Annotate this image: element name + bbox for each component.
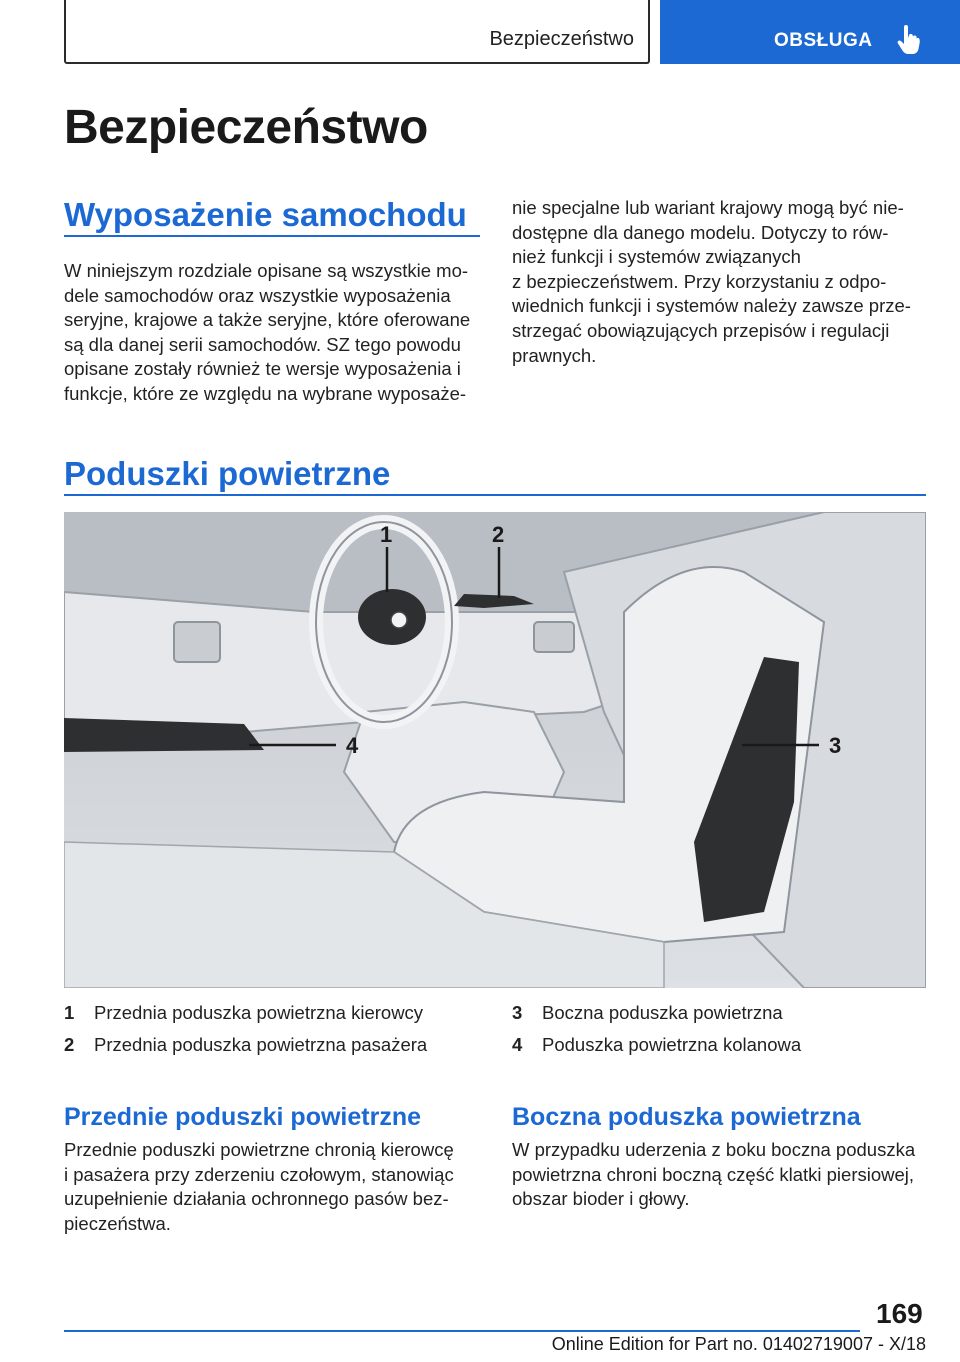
page-number: 169 [876, 1298, 923, 1329]
page-title: Bezpieczeństwo [64, 101, 428, 154]
callout-1: 1 [380, 522, 393, 547]
airbags-heading: Poduszki powietrzne [64, 455, 391, 492]
figure-legend-right [512, 1002, 932, 1066]
side-airbag-text: W przypadku uderzenia z boku boczna poduszka powietrzna chroni boczną część klatki piersiowej, obszar bioder i głowy. [512, 1139, 916, 1210]
callout-4: 4 [346, 733, 359, 758]
header-section-label: Bezpieczeństwo [489, 28, 634, 50]
callout-2: 2 [492, 522, 505, 547]
airbag-locations-illustration [64, 512, 926, 988]
legend-item: 2 Przednia poduszka powietrzna pasażera [64, 1034, 428, 1055]
header-section-tab [64, 0, 650, 64]
figure-legend-left [64, 1002, 484, 1066]
equipment-text-col2: nie specjalne lub wariant krajowy mogą być nie‐ dostępne dla danego modelu. Dotyczy to rów‐ nież funkcji i systemów związanych z bezpieczeństwem. Przy korzystaniu z odpo‐ wiednich funkcji i systemów należy zawsze prze‐ strzegać obowiązujących przepisów i regulacji prawnych. [512, 197, 911, 366]
airbags-heading-rule [64, 494, 926, 496]
front-airbags-text: Przednie poduszki powietrzne chronią kierowcę i pasażera przy zderzeniu czołowym, stanowiąc uzupełnienie działania ochronnego pasów bez‐ pieczeństwa. [64, 1139, 454, 1234]
header-chapter-label: OBSŁUGA [774, 30, 873, 51]
front-airbags-heading: Przednie poduszki powietrzne [64, 1103, 421, 1131]
equipment-heading: Wyposażenie samochodu [64, 196, 467, 233]
hand-pointer-icon [896, 24, 922, 56]
legend-item: 3 Boczna poduszka powietrzna [512, 1002, 783, 1023]
legend-item: 4 Poduszka powietrzna kolanowa [512, 1034, 802, 1055]
equipment-heading-rule [64, 235, 480, 237]
legend-item: 1 Przednia poduszka powietrzna kierowcy [64, 1002, 424, 1023]
side-airbag-heading: Boczna poduszka powietrzna [512, 1103, 861, 1131]
footer-rule [64, 1330, 860, 1332]
footer-edition: Online Edition for Part no. 01402719007 - X/18 [551, 1334, 926, 1354]
callout-3: 3 [829, 733, 842, 758]
equipment-text-col1: W niniejszym rozdziale opisane są wszystkie mo‐ dele samochodów oraz wszystkie wyposażenia seryjne, krajowe a także seryjne, które oferowane są dla danej serii samochodów. SZ tego powodu opisane zostały również te wersje wyposażenia i funkcje, które ze względu na wybrane wyposaże‐ [64, 260, 471, 404]
header-chapter-tab[interactable] [660, 0, 960, 64]
